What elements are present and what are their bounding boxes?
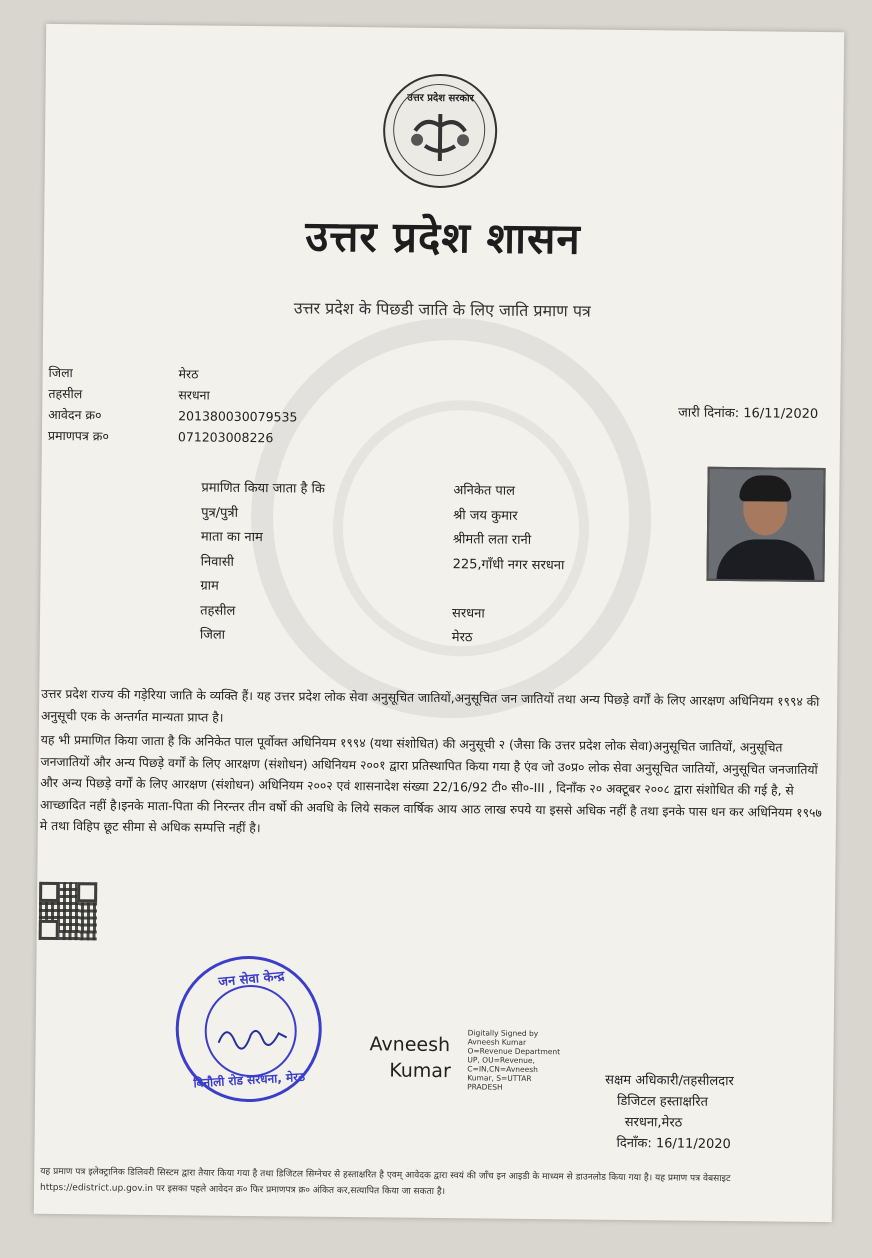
issuing-officer [604,1070,733,1155]
meta-district [49,364,199,383]
meta-label: आवेदन क्र० [48,406,102,423]
meta-certificate [48,427,274,446]
caste-statement: उत्तर प्रदेश राज्य की गड़ेरिया जाति के व्यक्ति हैं। यह उत्तर प्रदेश लोक सेवा अनुसूचित जातियों,अनुसूचित जन जातियों तथा अन्य पिछड़े वर्गों के लिए आरक्षण अधिनियम १९९४ की अनुसूची एक के अन्तर्गत मान्यता प्राप्त है। [40,686,820,725]
meta-value: 201380030079535 [178,408,298,425]
officer-date: दिनाँक: 16/11/2020 [616,1135,731,1153]
details-key: प्रमाणित किया जाता है कि [201,480,326,497]
signature-line: Avneesh Kumar [467,1037,527,1047]
digital-signature-details [467,1028,588,1092]
signer-first-name: Avneesh [369,1033,451,1057]
details-key: निवासी [200,554,235,570]
signature-line: Kumar, S=UTTAR [467,1073,532,1083]
details-key: तहसील [200,602,236,619]
details-key: ग्राम [200,578,219,594]
page-subtitle: उत्तर प्रदेश के पिछडी जाति के लिए जाति प्रमाण पत्र [293,298,591,321]
meta-tehsil [48,385,210,404]
issue-date: जारी दिनांक: 16/11/2020 [678,405,819,422]
details-key: जिला [199,627,226,643]
stamp-bottom-text: बिनौली रोड सरधना, मेरठ [193,1069,306,1091]
details-key: पुत्र/पुत्री [201,505,239,521]
details-table [199,478,565,649]
digital-signer-name [369,1031,451,1084]
details-value: 225,गाँधी नगर सरधना [452,556,565,573]
emblem-text: उत्तर प्रदेश सरकार [407,92,474,105]
signer-last-name: Kumar [389,1059,451,1083]
handwritten-signature [217,1021,289,1052]
signature-line: UP, OU=Revenue, [467,1055,535,1066]
verification-footer: यह प्रमाण पत्र इलेक्ट्रानिक डिलिवरी सिस्टम द्वारा तैयार किया गया है तथा डिजिटल सिग्नेचर से हस्ताक्षरित है एवम् आवेदक द्वारा स्वयं की जाँच इन आइडी के माध्यम से डाउनलोड किया गया है। यह प्रमाण पत्र वेबसाइट https://edistrict.up.gov.in पर इसका पहले आवेदन क्र० फिर प्रमाणपत्र क्र० अंकित कर,सत्यापित किया जा सकता है। [40,1166,731,1198]
state-emblem [383,73,498,188]
meta-value: मेरठ [178,366,199,382]
meta-label: प्रमाणपत्र क्र० [47,427,109,444]
applicant-photo [706,467,825,582]
details-value: सरधना [452,605,485,621]
qr-code [39,882,98,941]
details-value: अनिकेत पाल [453,483,516,499]
office-stamp [175,955,323,1103]
officer-designation: सक्षम अधिकारी/तहसीलदार [605,1072,734,1090]
meta-label: जिला [48,364,73,381]
meta-value: सरधना [178,387,210,403]
details-key: माता का नाम [200,529,263,546]
page-title: उत्तर प्रदेश शासन [305,211,581,264]
signature-line: O=Revenue Department [467,1046,561,1057]
signature-line: C=IN,CN=Avneesh [467,1064,539,1075]
meta-value: 071203008226 [177,429,274,446]
officer-location: सरधना,मेरठ [624,1114,683,1131]
details-value: श्री जय कुमार [453,507,518,524]
signature-line: PRADESH [467,1082,503,1092]
details-value: मेरठ [451,630,473,646]
emblem-icon [405,106,476,167]
stamp-top-text: जन सेवा केन्द्र [217,968,286,991]
certificate-page [34,24,844,1222]
certification-statement: यह भी प्रमाणित किया जाता है कि अनिकेत पाल पूर्वोक्त अधिनियम १९९४ (यथा संशोधित) की अनुसूची २ (जैसा कि उत्तर प्रदेश लोक सेवा)अनुसूचित जातियों, अनुसूचित जनजातियों और अन्य पिछड़े वर्गों के लिए आरक्षण (संशोधन) अधिनियम २००१ द्वारा प्रतिस्थापित किया गया है एंव जो उ०प्र० लोक सेवा अनुसूचित जातियों, अनुसूचित जनजातियों और अन्य पिछड़े वर्गों के लिए आरक्षण (संशोधन) अधिनियम २००२ एवं शासनादेश संख्या 22/16/92 टी० सी०-III , दिनाँक २० अक्टूबर २००८ द्वारा संशोधित की गई है, से आच्छादित नहीं है।इनके माता-पिता की निरन्तर तीन वर्षो की अवधि के लिये सकल वार्षिक आय आठ लाख रुपये या इससे अधिक नहीं है तथा इनके पास धन कर अधिनियम १९५७ मे तथा विहिप छूट सीमा से अधिक सम्पत्ति नहीं है। [39,732,822,836]
signature-line: Digitally Signed by [467,1028,539,1039]
meta-label: तहसील [48,385,83,402]
details-value: श्रीमती लता रानी [452,532,532,548]
meta-application [48,406,297,426]
officer-signature-note: डिजिटल हस्ताक्षरित [616,1093,709,1110]
